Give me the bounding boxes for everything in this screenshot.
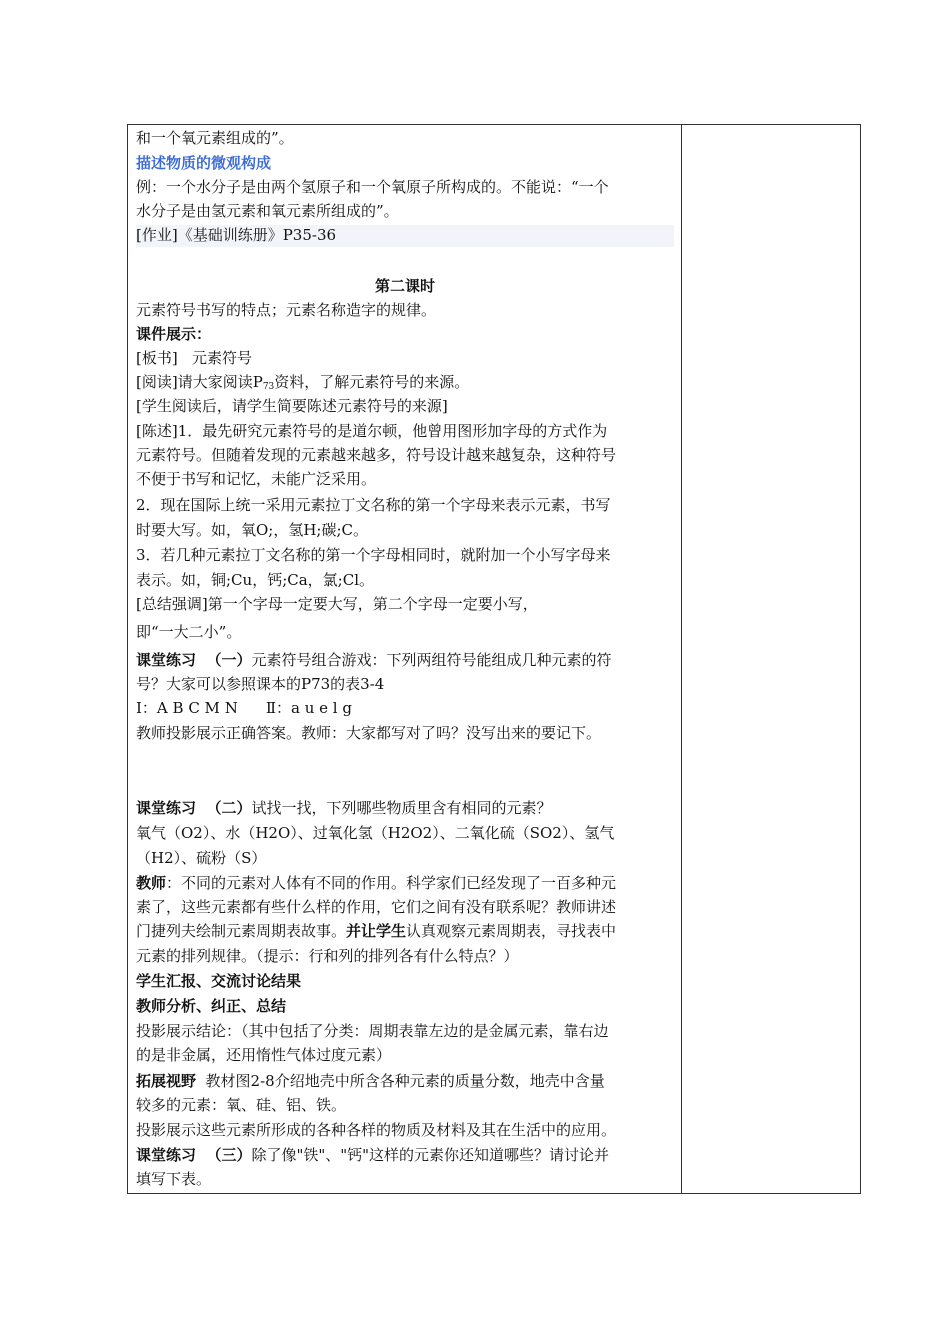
exercise-line [136, 798, 551, 820]
text-segment: 资料，了解元素符号的来源。 [274, 373, 470, 391]
text-segment: [阅读]请大家阅读P [136, 373, 263, 391]
section-heading: 教师分析、纠正、总结 [136, 997, 287, 1015]
text-line: 号？大家可以参照课本的P73的表3-4 [136, 675, 385, 693]
text-line: 素了，这些元素都有些什么样的作用，它们之间有没有联系呢？教师讲述 [136, 898, 617, 916]
text-line [136, 1071, 605, 1093]
text-line [136, 921, 616, 943]
text-line: [板书] 元素符号 [136, 349, 253, 367]
lesson-table [127, 124, 861, 1194]
text-line: （H2）、硫粉（S） [136, 849, 267, 867]
homework-line: [作业]《基础训练册》P35-36 [136, 225, 674, 247]
text-line: 时要大写。如，氧O;，氢H;碳;C。 [136, 521, 369, 539]
text-line: 和一个氧元素组成的”。 [136, 129, 294, 147]
text-line [136, 372, 469, 394]
text-line: 元素的排列规律。（提示：行和列的排列各有什么特点？） [136, 947, 519, 965]
text-line: 投影展示这些元素所形成的各种各样的物质及材料及其在生活中的应用。 [136, 1121, 617, 1139]
section-heading: 学生汇报、交流讨论结果 [136, 972, 302, 990]
speaker-label: 教师 [136, 874, 167, 892]
group-two: Ⅱ：a u e l g [265, 699, 352, 717]
text-line: 3．若几种元素拉丁文名称的第一个字母相同时，就附加一个小写字母来 [136, 546, 611, 564]
symbol-groups-line [136, 698, 352, 720]
exercise-label: 课堂练习 （二） [136, 799, 252, 817]
exercise-line [136, 1145, 609, 1167]
group-one: Ⅰ：A B C M N [136, 699, 238, 717]
exercise-label: 课堂练习 （一） [136, 651, 252, 669]
text-line: 2．现在国际上统一采用元素拉丁文名称的第一个字母来表示元素，书写 [136, 496, 611, 514]
text-segment: 试找一找，下列哪些物质里含有相同的元素？ [251, 799, 552, 817]
text-segment: ：不同的元素对人体有不同的作用。科学家们已经发现了一百多种元 [166, 874, 617, 892]
section-label: 拓展视野 [136, 1072, 197, 1090]
text-line: 的是非金属，还用惰性气体过度元素） [136, 1046, 392, 1064]
text-line [136, 873, 616, 895]
text-line: 表示。如，铜;Cu，钙;Ca，氯;Cl。 [136, 571, 374, 589]
text-segment: 教材图2-8介绍地壳中所含各种元素的质量分数，地壳中含量 [196, 1072, 605, 1090]
section-heading: 描述物质的微观构成 [136, 154, 272, 172]
page-subscript: 73 [262, 382, 275, 392]
text-segment: 元素符号组合游戏：下列两组符号能组成几种元素的符 [251, 651, 612, 669]
text-line: 元素符号书写的特点；元素名称造字的规律。 [136, 301, 437, 319]
emphasis-text: 并让学生 [346, 922, 407, 940]
notes-cell [682, 125, 860, 1193]
text-line: [学生阅读后，请学生简要陈述元素符号的来源] [136, 397, 448, 415]
lesson-title: 第二课时 [374, 277, 435, 295]
exercise-label: 课堂练习 （三） [136, 1146, 252, 1164]
text-line: 投影展示结论：（其中包括了分类：周期表靠左边的是金属元素，靠右边 [136, 1022, 609, 1040]
text-line: 不便于书写和记忆，未能广泛采用。 [136, 470, 377, 488]
exercise-line [136, 650, 611, 672]
text-line: [陈述]1．最先研究元素符号的是道尔顿，他曾用图形加字母的方式作为 [136, 422, 608, 440]
text-line: 氧气（O2）、水（H2O）、过氧化氢（H2O2）、二氧化硫（SO2）、氢气 [136, 824, 615, 842]
section-heading: 课件展示： [136, 325, 212, 343]
text-line: 元素符号。但随着发现的元素越来越多，符号设计越来越复杂，这种符号 [136, 446, 617, 464]
text-line: 较多的元素：氧、硅、铝、铁。 [136, 1096, 347, 1114]
text-line: [总结强调]第一个字母一定要大写，第二个字母一定要小写， [136, 595, 538, 613]
text-line: 即“一大二小”。 [136, 623, 242, 641]
text-line: 例：一个水分子是由两个氢原子和一个氧原子所构成的。不能说：“一个 [136, 178, 609, 196]
text-line: 水分子是由氢元素和氧元素所组成的”。 [136, 202, 399, 220]
text-segment: 门捷列夫绘制元素周期表故事。 [136, 922, 347, 940]
text-line: 教师投影展示正确答案。教师：大家都写对了吗？没写出来的要记下。 [136, 724, 602, 742]
text-segment: 认真观察元素周期表，寻找表中 [406, 922, 617, 940]
text-segment: 除了像"铁"、"钙"这样的元素你还知道哪些？请讨论并 [251, 1146, 610, 1164]
text-line: 填写下表。 [136, 1170, 212, 1188]
